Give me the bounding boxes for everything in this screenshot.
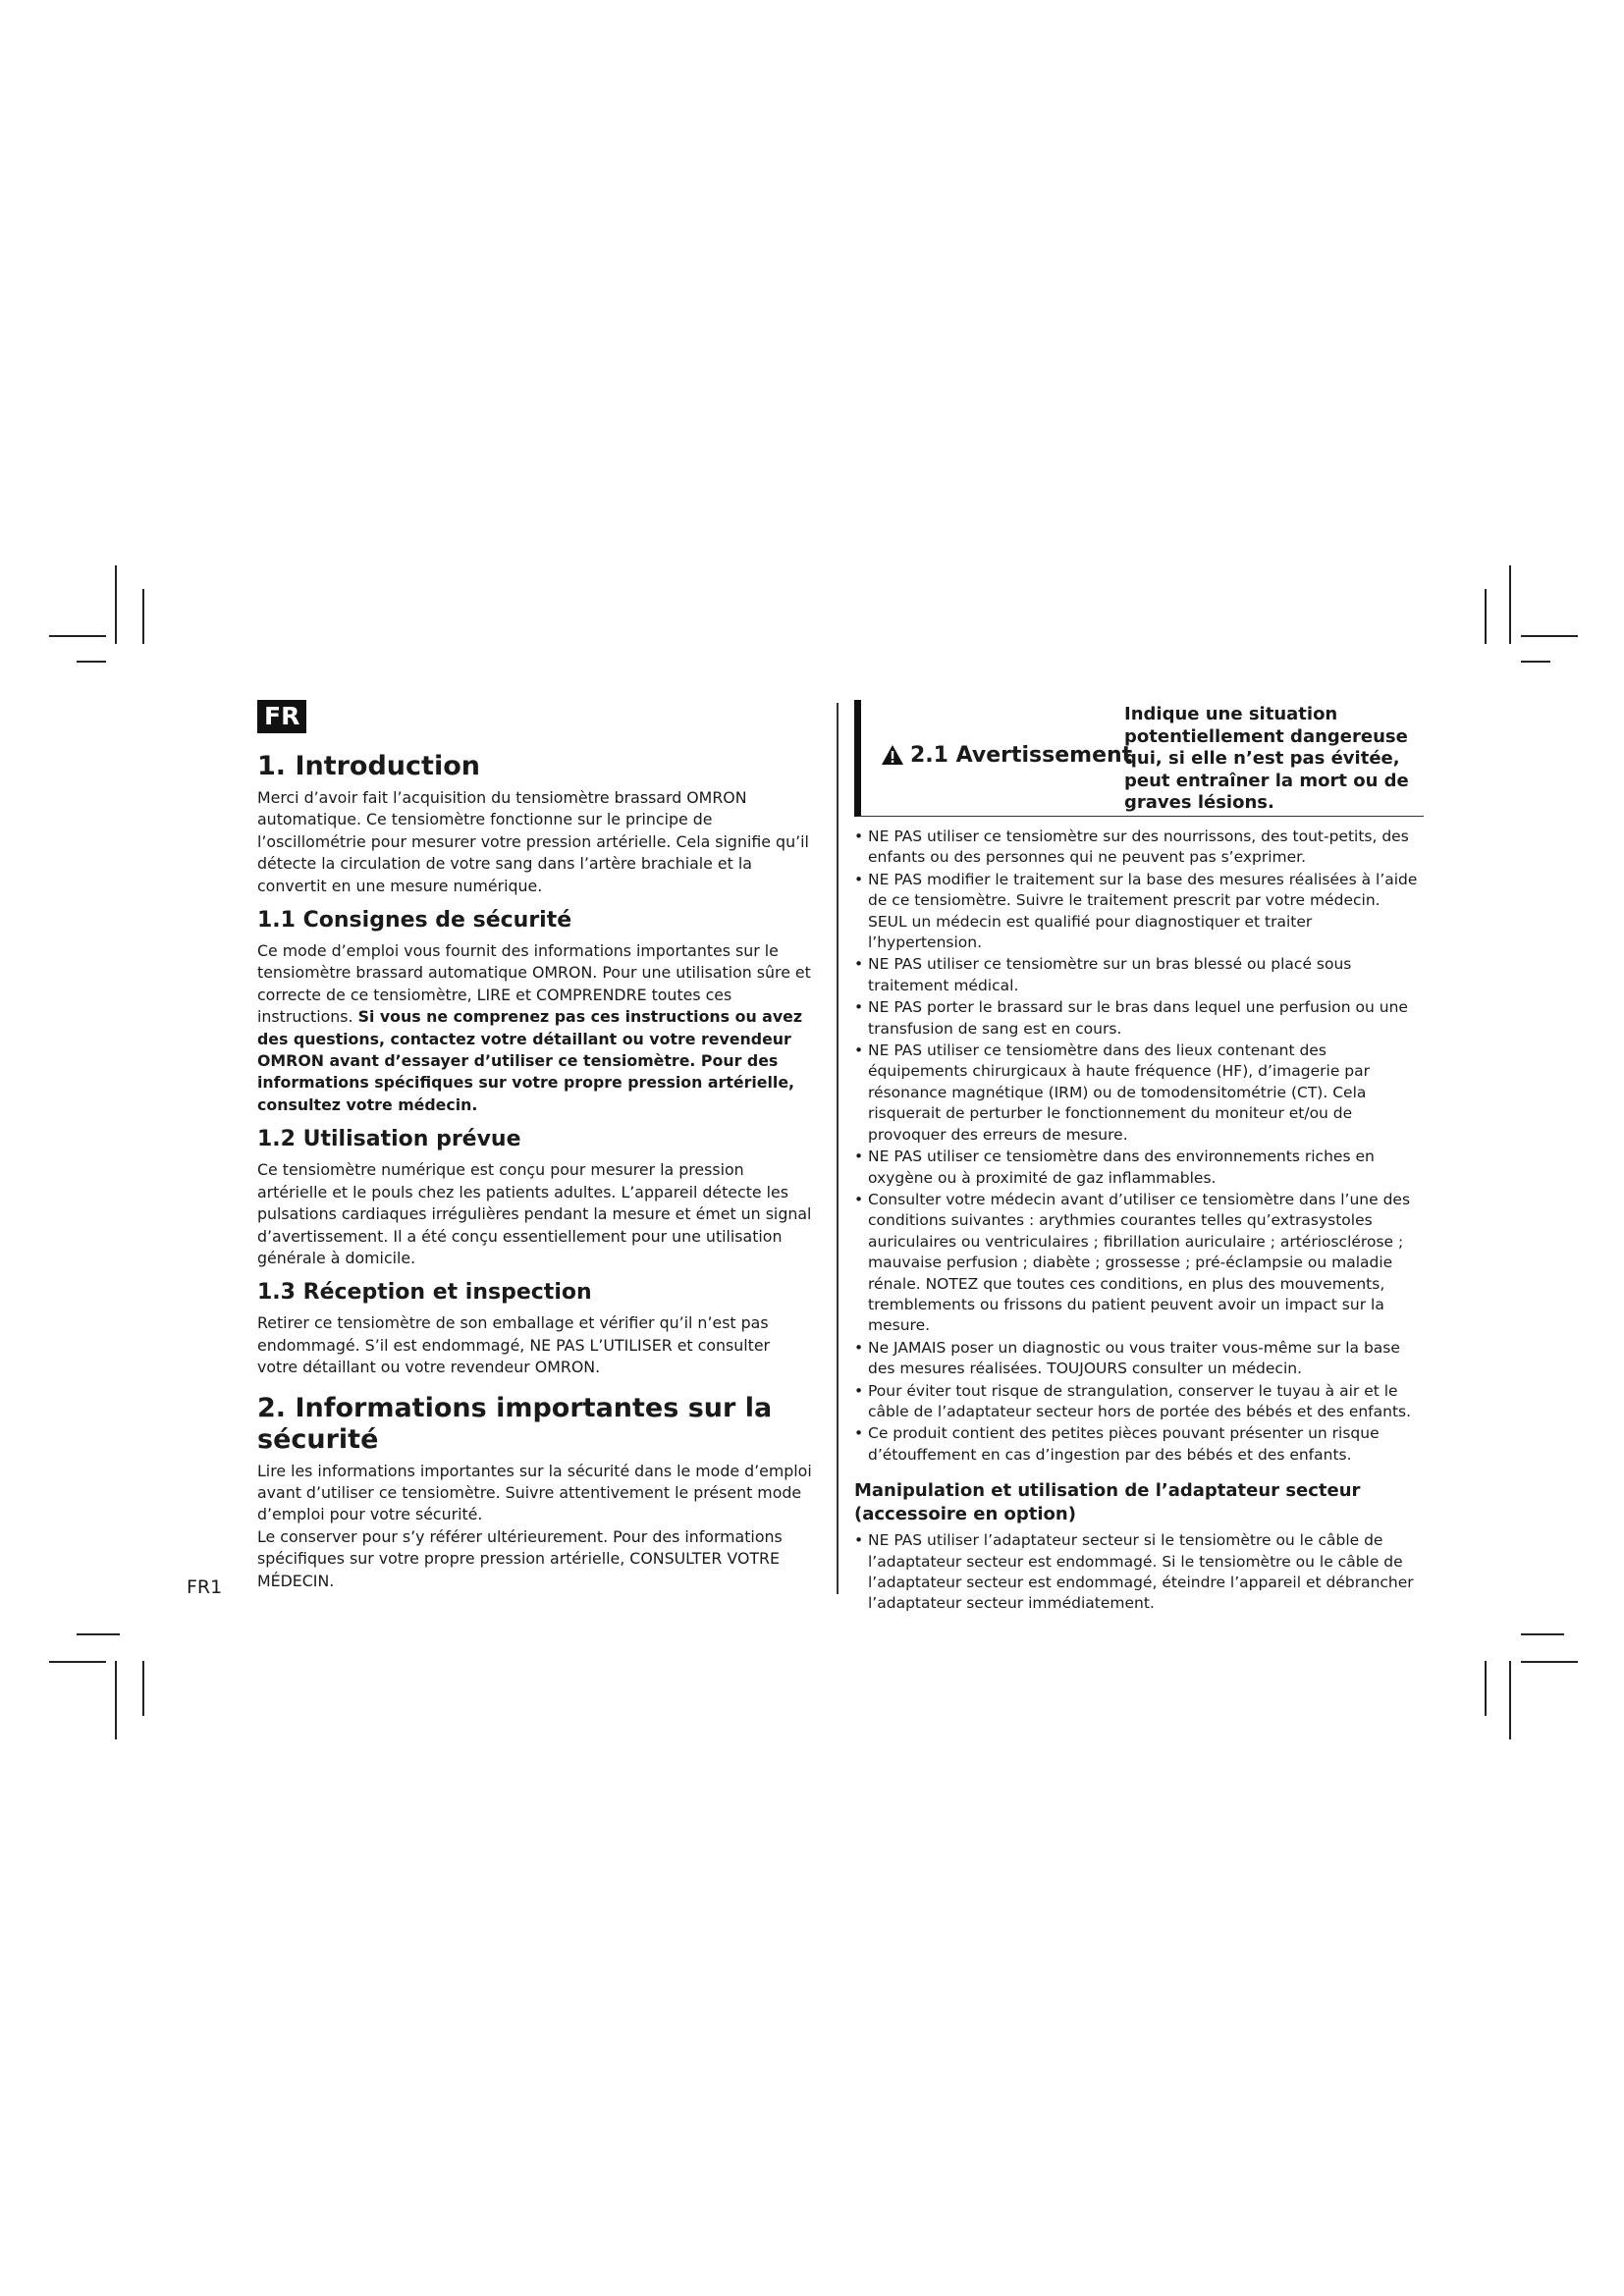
introduction-text: Merci d’avoir fait l’acquisition du tensiomètre brassard OMRON automatique. Ce tensiomètre fonctionne sur le principe de l’oscillométrie pour mesurer votre pression artérielle. Cela signifie qu’il détecte la circulation de votre sang dans l’artère brachiale et la convertit en une mesure numérique. [257, 788, 809, 895]
crop-mark [49, 1661, 106, 1663]
crop-mark [1521, 661, 1550, 663]
crop-mark [1485, 589, 1487, 644]
crop-mark [49, 635, 106, 637]
section-title-intended-use: 1.2 Utilisation prévue [257, 1127, 521, 1152]
list-item: • NE PAS utiliser l’adaptateur secteur si le tensiomètre ou le câble de l’adaptateur secteur est endommagé. Si le tensiomètre ou le câble de l’adaptateur secteur est endommagé, éteindre l’appareil et débrancher l’adaptateur secteur immédiatement. [854, 1530, 1424, 1615]
list-item: • Ce produit contient des petites pièces pouvant présenter un risque d’étouffement en cas d’ingestion par des bébés et des enfants. [854, 1423, 1424, 1466]
section-title-reception-inspection: 1.3 Réception et inspection [257, 1280, 592, 1306]
section-title-safety-instructions: 1.1 Consignes de sécurité [257, 908, 572, 934]
important-safety-text-2: Le conserver pour s’y référer ultérieurement. Pour des informations spécifiques sur votre propre pression artérielle, CONSULTER VOTRE MÉDECIN. [257, 1526, 783, 1590]
warning-title [881, 741, 1132, 771]
adapter-section-title: Manipulation et utilisation de l’adaptateur secteur (accessoire en option) [854, 1480, 1361, 1525]
right-column [854, 700, 1424, 1616]
list-item: • NE PAS utiliser ce tensiomètre dans des environnements riches en oxygène ou à proximité de gaz inflammables. [854, 1147, 1424, 1189]
list-item: • Ne JAMAIS poser un diagnostic ou vous traiter vous-même sur la base des mesures réalisées. TOUJOURS consulter un médecin. [854, 1338, 1424, 1380]
crop-mark [1485, 1661, 1487, 1716]
safety-instructions-text [257, 940, 813, 1116]
warning-list [854, 827, 1424, 1466]
list-item: • NE PAS modifier le traitement sur la base des mesures réalisées à l’aide de ce tensiomètre. Suivre le traitement prescrit par votre médecin. SEUL un médecin est qualifié pour diagnostiquer et traiter l’hypertension. [854, 870, 1424, 954]
page-number: FR1 [187, 1576, 223, 1598]
list-item: • NE PAS utiliser ce tensiomètre sur des nourrissons, des tout-petits, des enfants ou des personnes qui ne peuvent pas s’exprimer. [854, 827, 1424, 869]
warning-header [854, 700, 1424, 817]
reception-inspection-text: Retirer ce tensiomètre de son emballage et vérifier qu’il n’est pas endommagé. S’il est endommagé, NE PAS L’UTILISER et consulter votre détaillant ou votre revendeur OMRON. [257, 1313, 771, 1377]
crop-mark [77, 661, 106, 663]
warning-description: Indique une situation potentiellement dangereuse qui, si elle n’est pas évitée, peut entraîner la mort ou de graves lésions. [1124, 704, 1409, 813]
intended-use-text: Ce tensiomètre numérique est conçu pour mesurer la pression artérielle et le pouls chez les patients adultes. L’appareil détecte les pulsations cardiaques irrégulières pendant la mesure et émet un signal d’avertissement. Il a été conçu essentiellement pour une utilisation générale à domicile. [257, 1160, 812, 1267]
list-item: • NE PAS porter le brassard sur le bras dans lequel une perfusion ou une transfusion de sang est en cours. [854, 997, 1424, 1040]
crop-mark [115, 565, 117, 644]
crop-mark [1521, 1633, 1564, 1635]
section-title-important-safety: 2. Informations importantes sur la sécurité [257, 1392, 773, 1455]
section-title-introduction: 1. Introduction [257, 751, 480, 781]
safety-instructions-plain: Ce mode d’emploi vous fournit des informations importantes sur le tensiomètre brassard automatique OMRON. Pour une utilisation sûre et correcte de ce tensiomètre, LIRE et COMPRENDRE toutes ces instructions. [257, 941, 811, 1027]
list-item: • NE PAS utiliser ce tensiomètre sur un bras blessé ou placé sous traitement médical. [854, 954, 1424, 996]
warning-triangle-icon [881, 744, 904, 766]
crop-mark [1509, 565, 1511, 644]
crop-mark [77, 1633, 120, 1635]
crop-mark [1521, 635, 1578, 637]
column-divider [837, 703, 839, 1594]
important-safety-text-1: Lire les informations importantes sur la sécurité dans le mode d’emploi avant d’utiliser ce tensiomètre. Suivre attentivement le présent mode d’emploi pour votre sécurité. [257, 1461, 812, 1524]
crop-mark [142, 589, 144, 644]
adapter-list [854, 1530, 1424, 1615]
crop-mark [1521, 1661, 1578, 1663]
left-column [257, 700, 813, 1602]
language-badge: FR [257, 700, 306, 733]
list-item: • NE PAS utiliser ce tensiomètre dans des lieux contenant des équipements chirurgicaux à haute fréquence (HF), d’imagerie par résonance magnétique (IRM) ou de tomodensitométrie (CT). Cela risquerait de perturber le fonctionnement du moniteur et/ou de provoquer des erreurs de mesure. [854, 1041, 1424, 1146]
warning-title-text: 2.1 Avertissement [910, 743, 1133, 768]
list-item: • Consulter votre médecin avant d’utiliser ce tensiomètre dans l’une des conditions suivantes : arythmies courantes telles qu’extrasystoles auriculaires ou ventriculaires ; fibrillation auriculaire ; artériosclérose ; mauvaise perfusion ; diabète ; grossesse ; pré-éclampsie ou maladie rénale. NOTEZ que toutes ces conditions, en plus des mouvements, tremblements ou frissons du patient peuvent avoir un impact sur la mesure. [854, 1190, 1424, 1337]
list-item: • Pour éviter tout risque de strangulation, conserver le tuyau à air et le câble de l’adaptateur secteur hors de portée des bébés et des enfants. [854, 1381, 1424, 1423]
crop-mark [115, 1661, 117, 1739]
safety-instructions-bold: Si vous ne comprenez pas ces instructions ou avez des questions, contactez votre détaillant ou votre revendeur OMRON avant d’essayer d’utiliser ce tensiomètre. Pour des informations spécifiques sur votre propre pression artérielle, consultez votre médecin. [257, 1007, 803, 1114]
crop-mark [142, 1661, 144, 1716]
crop-mark [1509, 1661, 1511, 1739]
